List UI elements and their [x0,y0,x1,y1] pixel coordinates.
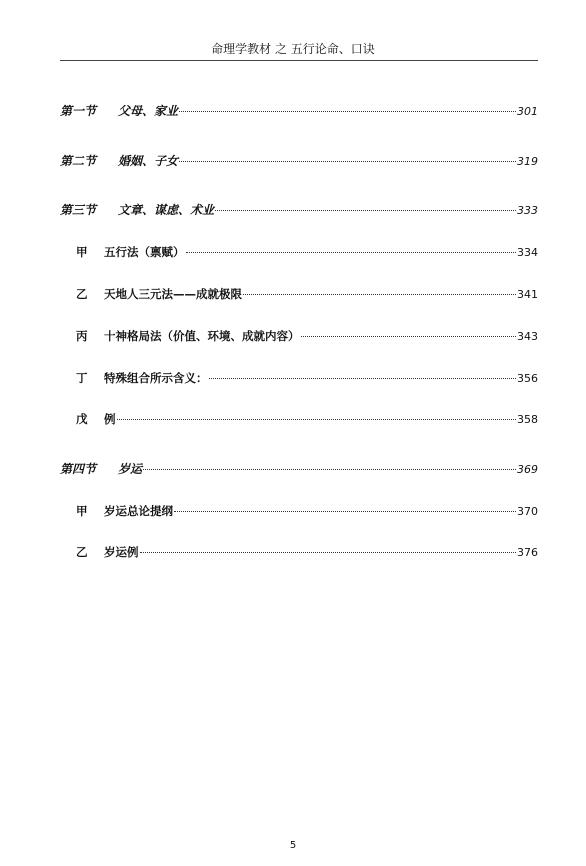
toc-entry-label: 十神格局法（价值、环境、成就内容） [104,329,300,343]
toc-entry-label: 父母、家业 [118,104,179,118]
toc-entry-page: 370 [517,505,538,518]
dot-leader [301,324,517,337]
toc-entry-label: 例 [104,412,116,426]
toc-entry-sub-wu[interactable] [76,410,538,428]
toc-entry-section-2[interactable] [60,152,538,170]
toc-entry-sub-yi[interactable] [76,285,538,303]
toc-entry-page: 358 [517,413,538,426]
toc-entry-mark: 丁 [76,371,88,385]
dot-leader [143,457,516,470]
toc-entry-page: 333 [517,204,538,217]
toc-entry-mark: 甲 [76,245,88,259]
toc-entry-page: 356 [517,372,538,385]
toc-entry-section-1[interactable] [60,102,538,120]
toc-entry-label: 文章、谋虑、术业 [118,203,215,217]
toc-entry-mark: 丙 [76,329,88,343]
dot-leader [174,499,516,512]
toc-entry-mark: 甲 [76,504,88,518]
dot-leader [243,282,516,295]
toc-entry-label: 岁运例 [104,545,139,559]
toc-entry-page: 334 [517,246,538,259]
toc-entry-label: 婚姻、子女 [118,154,179,168]
toc-entry-sub-jia[interactable] [76,243,538,261]
toc-entry-label: 特殊组合所示含义： [104,371,208,385]
toc-entry-mark: 乙 [76,545,88,559]
toc-entry-mark: 第四节 [60,462,97,476]
toc-entry-page: 369 [517,463,538,476]
toc-entry-page: 341 [517,288,538,301]
toc-entry-sub-bing[interactable] [76,327,538,345]
toc-entry-mark: 戊 [76,412,88,426]
dot-leader [179,149,516,162]
toc-entry-page: 343 [517,330,538,343]
dot-leader [117,407,517,420]
toc-entry-mark: 第一节 [60,104,97,118]
running-header: 命理学教材 之 五行论命、口诀 [211,42,375,56]
dot-leader [209,366,517,379]
toc-entry-mark: 乙 [76,287,88,301]
toc-entry-mark: 第二节 [60,154,97,168]
toc-entry-mark: 第三节 [60,203,97,217]
dot-leader [140,540,517,553]
toc-entry-sub-yi-2[interactable] [76,543,538,561]
toc-entry-sub-ding[interactable] [76,369,538,387]
toc-entry-page: 319 [517,155,538,168]
toc-entry-label: 岁运总论提纲 [104,504,173,518]
toc-entry-page: 301 [517,105,538,118]
toc-entry-section-4[interactable] [60,460,538,478]
toc-entry-label: 五行法（禀赋） [104,245,185,259]
toc-entry-label: 天地人三元法——成就极限 [104,287,242,301]
toc-entry-sub-jia-2[interactable] [76,502,538,520]
page-number: 5 [289,840,297,851]
dot-leader [179,99,516,112]
toc-entry-label: 岁运 [118,462,143,476]
header-rule [60,60,538,61]
toc-entry-section-3[interactable] [60,201,538,219]
toc-entry-page: 376 [517,546,538,559]
dot-leader [215,198,516,211]
dot-leader [186,240,517,253]
